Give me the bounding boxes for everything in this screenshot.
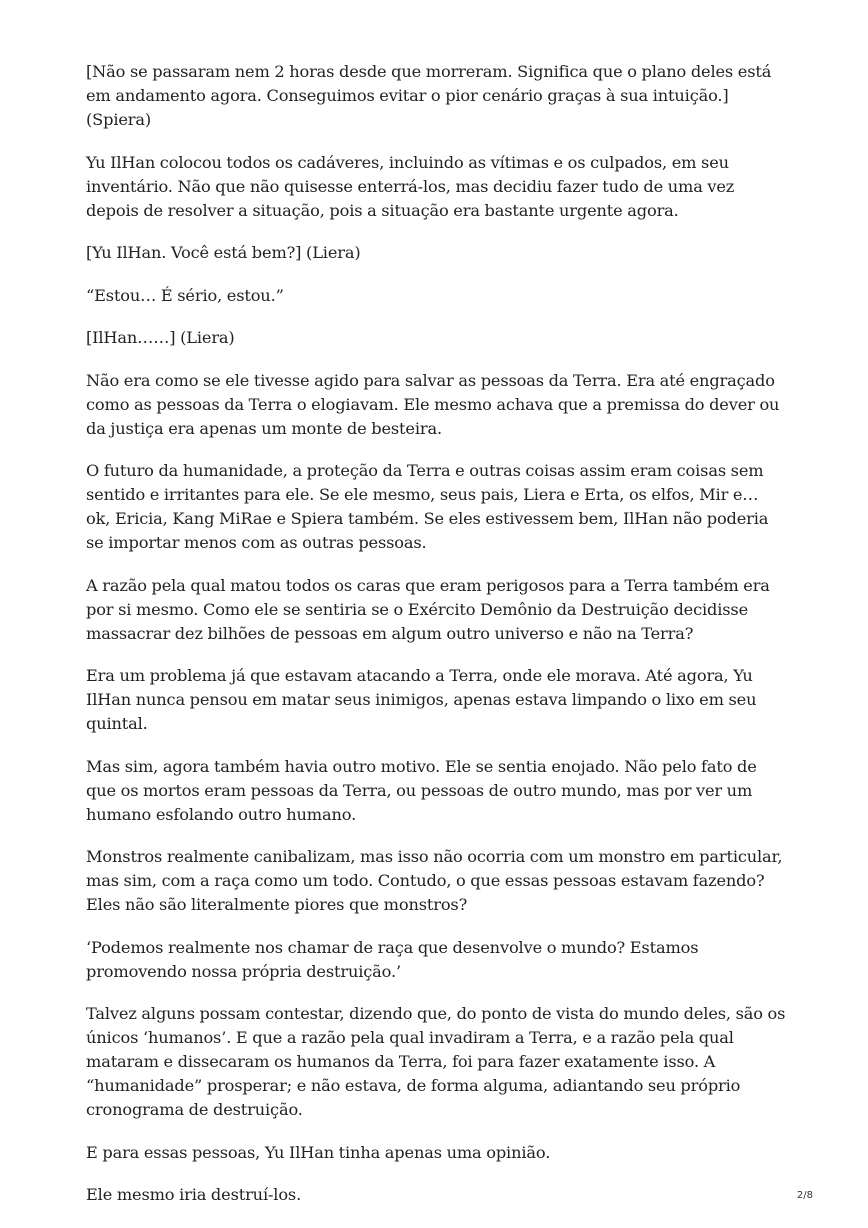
paragraph: “Estou… É sério, estou.” bbox=[86, 285, 284, 305]
paragraph: Não era como se ele tivesse agido para salvar as pessoas da Terra. Era até engraçado como as pessoas da Terra o elogiavam. Ele mesmo achava que a premissa do dever ou da justiça era apenas um monte de besteira. bbox=[86, 370, 780, 438]
paragraph: [Yu IlHan. Você está bem?] (Liera) bbox=[86, 243, 361, 262]
paragraph: Yu IlHan colocou todos os cadáveres, incluindo as vítimas e os culpados, em seu inventário. Não que não quisesse enterrá-los, mas decidiu fazer tudo de uma vez depois de resolver a situação, pois a situação era bastante urgente agora. bbox=[86, 152, 735, 220]
paragraph: E para essas pessoas, Yu IlHan tinha apenas uma opinião. bbox=[86, 1142, 551, 1162]
paragraph: Mas sim, agora também havia outro motivo. Ele se sentia enojado. Não pelo fato de que os mortos eram pessoas da Terra, ou pessoas de outro mundo, mas por ver um humano esfolando outro humano. bbox=[86, 756, 757, 824]
paragraph: A razão pela qual matou todos os caras que eram perigosos para a Terra também era por si mesmo. Como ele se sentiria se o Exército Demônio da Destruição decidisse massacrar dez bilhões de pessoas em algum outro universo e não na Terra? bbox=[86, 575, 770, 643]
document-body bbox=[86, 60, 786, 1226]
paragraph: [IlHan……] (Liera) bbox=[86, 328, 235, 347]
page-number: 2/8 bbox=[796, 1190, 813, 1201]
paragraph: Talvez alguns possam contestar, dizendo que, do ponto de vista do mundo deles, são os únicos ‘humanos’. E que a razão pela qual invadiram a Terra, e a razão pela qual mataram e dissecaram os humanos da Terra, foi para fazer exatamente isso. A “humanidade” prosperar; e não estava, de forma alguma, adiantando seu próprio cronograma de destruição. bbox=[86, 1004, 786, 1119]
paragraph: Ele mesmo iria destruí-los. bbox=[86, 1185, 302, 1204]
paragraph: O futuro da humanidade, a proteção da Terra e outras coisas assim eram coisas sem sentido e irritantes para ele. Se ele mesmo, seus pais, Liera e Erta, os elfos, Mir e… ok, Ericia, Kang MiRae e Spiera também. Se eles estivessem bem, IlHan não poderia se importar menos com as outras pessoas. bbox=[86, 461, 769, 552]
paragraph: Era um problema já que estavam atacando a Terra, onde ele morava. Até agora, Yu IlHan nunca pensou em matar seus inimigos, apenas estava limpando o lixo em seu quintal. bbox=[86, 666, 757, 733]
paragraph: ‘Podemos realmente nos chamar de raça que desenvolve o mundo? Estamos promovendo nossa própria destruição.’ bbox=[86, 937, 699, 981]
paragraph: [Não se passaram nem 2 horas desde que morreram. Significa que o plano deles está em andamento agora. Conseguimos evitar o pior cenário graças à sua intuição.] (Spiera) bbox=[86, 62, 772, 129]
paragraph: Monstros realmente canibalizam, mas isso não ocorria com um monstro em particular, mas sim, com a raça como um todo. Contudo, o que essas pessoas estavam fazendo? Eles não são literalmente piores que monstros? bbox=[86, 847, 783, 914]
